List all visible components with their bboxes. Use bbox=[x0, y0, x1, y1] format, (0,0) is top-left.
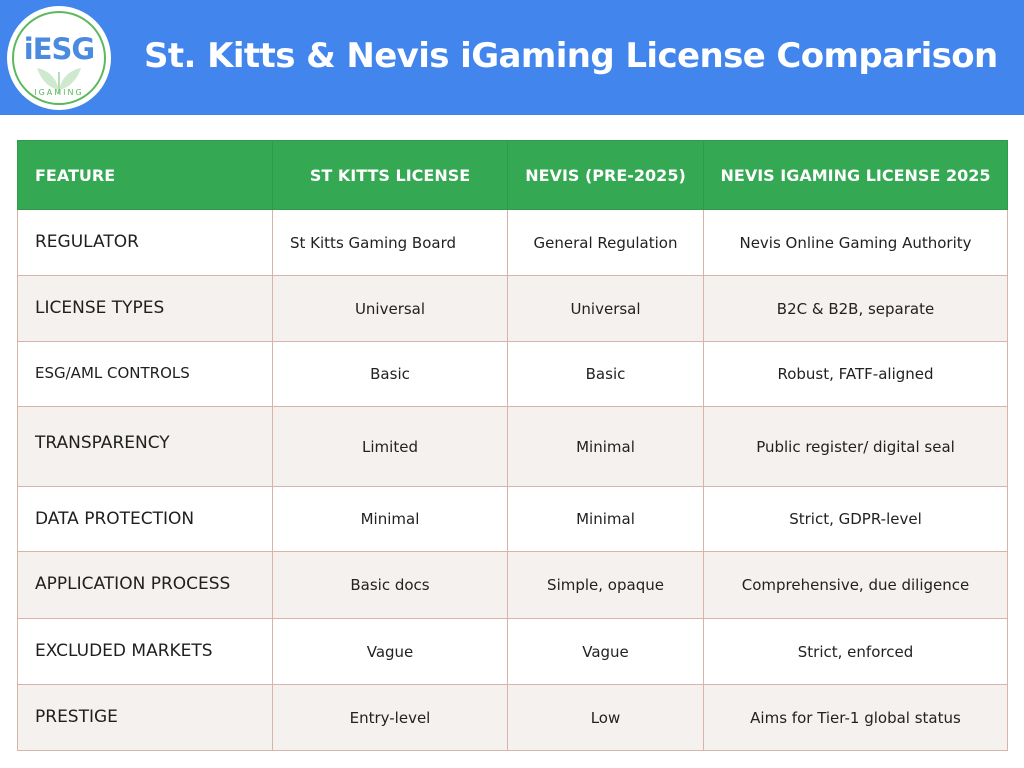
feature-cell: APPLICATION PROCESS bbox=[18, 552, 273, 619]
nevis-pre-2025-cell: Universal bbox=[508, 276, 704, 342]
nevis-2025-cell: Strict, enforced bbox=[704, 619, 1008, 685]
feature-cell: DATA PROTECTION bbox=[18, 487, 273, 552]
feature-cell: LICENSE TYPES bbox=[18, 276, 273, 342]
st-kitts-cell: Basic docs bbox=[273, 552, 508, 619]
table-row bbox=[18, 685, 1008, 751]
nevis-2025-cell: Aims for Tier-1 global status bbox=[704, 685, 1008, 751]
iesg-logo bbox=[7, 6, 111, 110]
logo-text: iESG bbox=[23, 32, 95, 66]
nevis-pre-2025-cell: Minimal bbox=[508, 407, 704, 487]
page-title: St. Kitts & Nevis iGaming License Comparison bbox=[144, 36, 998, 76]
nevis-2025-cell: Strict, GDPR-level bbox=[704, 487, 1008, 552]
st-kitts-cell: St Kitts Gaming Board bbox=[273, 210, 508, 276]
feature-cell: REGULATOR bbox=[18, 210, 273, 276]
nevis-pre-2025-cell: Vague bbox=[508, 619, 704, 685]
nevis-pre-2025-cell: General Regulation bbox=[508, 210, 704, 276]
nevis-2025-cell: Nevis Online Gaming Authority bbox=[704, 210, 1008, 276]
table-row bbox=[18, 210, 1008, 276]
nevis-2025-cell: Robust, FATF-aligned bbox=[704, 342, 1008, 407]
table-header-row bbox=[18, 141, 1008, 210]
feature-cell: PRESTIGE bbox=[18, 685, 273, 751]
nevis-pre-2025-cell: Simple, opaque bbox=[508, 552, 704, 619]
comparison-table bbox=[17, 140, 1008, 751]
column-header-st-kitts: ST KITTS LICENSE bbox=[273, 141, 508, 210]
nevis-2025-cell: Comprehensive, due diligence bbox=[704, 552, 1008, 619]
logo-subtext: IGAMING bbox=[34, 88, 84, 97]
st-kitts-cell: Basic bbox=[273, 342, 508, 407]
nevis-pre-2025-cell: Low bbox=[508, 685, 704, 751]
st-kitts-cell: Entry-level bbox=[273, 685, 508, 751]
header-banner bbox=[0, 0, 1024, 115]
nevis-2025-cell: Public register/ digital seal bbox=[704, 407, 1008, 487]
st-kitts-cell: Limited bbox=[273, 407, 508, 487]
table-row bbox=[18, 276, 1008, 342]
nevis-pre-2025-cell: Basic bbox=[508, 342, 704, 407]
st-kitts-cell: Universal bbox=[273, 276, 508, 342]
nevis-pre-2025-cell: Minimal bbox=[508, 487, 704, 552]
st-kitts-cell: Minimal bbox=[273, 487, 508, 552]
table-row bbox=[18, 552, 1008, 619]
st-kitts-cell: Vague bbox=[273, 619, 508, 685]
column-header-nevis-2025: NEVIS IGAMING LICENSE 2025 bbox=[704, 141, 1008, 210]
table-row bbox=[18, 487, 1008, 552]
column-header-nevis-pre-2025: NEVIS (PRE-2025) bbox=[508, 141, 704, 210]
nevis-2025-cell: B2C & B2B, separate bbox=[704, 276, 1008, 342]
feature-cell: TRANSPARENCY bbox=[18, 407, 273, 487]
feature-cell: EXCLUDED MARKETS bbox=[18, 619, 273, 685]
table-row bbox=[18, 342, 1008, 407]
column-header-feature: FEATURE bbox=[18, 141, 273, 210]
table-row bbox=[18, 407, 1008, 487]
feature-cell: ESG/AML CONTROLS bbox=[18, 342, 273, 407]
table-row bbox=[18, 619, 1008, 685]
